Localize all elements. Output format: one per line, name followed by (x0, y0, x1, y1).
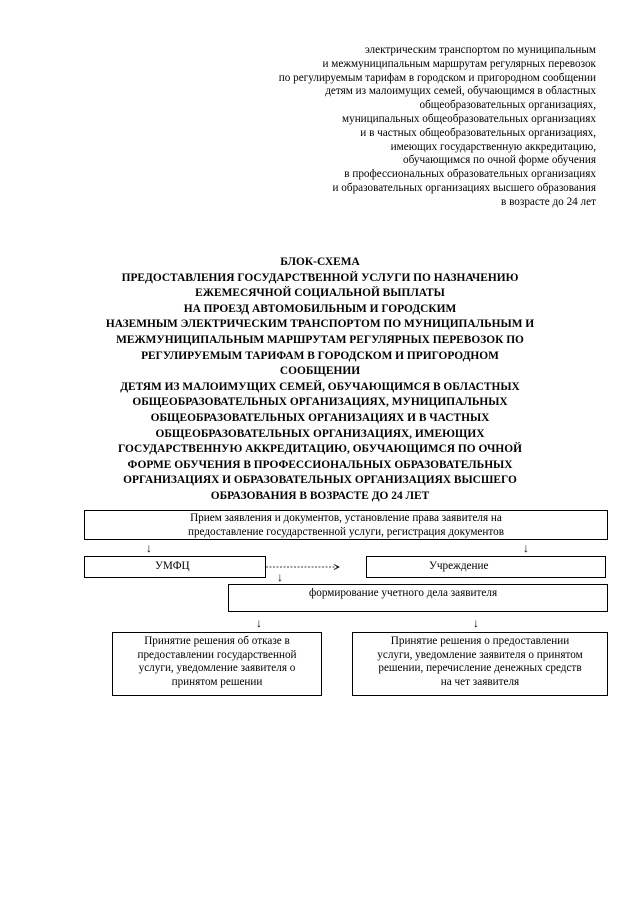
arrow-down-icon: ↓ (473, 616, 479, 630)
title-line: ОБЩЕОБРАЗОВАТЕЛЬНЫХ ОРГАНИЗАЦИЯХ И В ЧАСТНЫХ (150, 411, 490, 424)
step-application-line: предоставление государственной услуги, регистрация документов (187, 525, 505, 538)
intro-line: в профессиональных образовательных организациях (344, 168, 596, 181)
title-line: ДЕТЯМ ИЗ МАЛОИМУЩИХ СЕМЕЙ, ОБУЧАЮЩИМСЯ В ОБЛАСТНЫХ (120, 380, 520, 393)
refusal-decision-box (112, 632, 322, 696)
approval-line: услуги, уведомление заявителя о принятом (377, 648, 583, 661)
intro-line: имеющих государственную аккредитацию, (390, 140, 596, 153)
case-file-box (228, 584, 608, 612)
title-line: РЕГУЛИРУЕМЫМ ТАРИФАМ В ГОРОДСКОМ И ПРИГОРОДНОМ (141, 349, 499, 362)
institution-box (366, 556, 606, 578)
refusal-line: услуги, уведомление заявителя о (138, 662, 296, 675)
step-application-box (84, 510, 608, 540)
umfc-box (84, 556, 266, 578)
title-line: ОРГАНИЗАЦИЯХ И ОБРАЗОВАТЕЛЬНЫХ ОРГАНИЗАЦИЯХ ВЫСШЕГО (123, 474, 517, 487)
intro-line: и межмуниципальным маршрутам регулярных перевозок (322, 57, 596, 70)
title-line: СООБЩЕНИИ (279, 365, 361, 378)
intro-line: общеобразовательных организациях, (419, 99, 596, 112)
intro-line: детям из малоимущих семей, обучающимся в областных (325, 85, 596, 98)
institution-label: Учреждение (429, 560, 489, 572)
title-line: БЛОК-СХЕМА (280, 256, 360, 268)
step-application-line: Прием заявления и документов, установление права заявителя на (190, 512, 502, 524)
title-line: НАЗЕМНЫМ ЭЛЕКТРИЧЕСКИМ ТРАНСПОРТОМ ПО МУНИЦИПАЛЬНЫМ И (105, 318, 535, 331)
arrow-down-icon: ↓ (523, 541, 529, 555)
title-line: ЕЖЕМЕСЯЧНОЙ СОЦИАЛЬНОЙ ВЫПЛАТЫ (195, 287, 445, 300)
refusal-line: Принятие решения об отказе в (144, 635, 290, 647)
refusal-line: принятом решении (171, 675, 263, 688)
intro-line: муниципальных общеобразовательных организациях (342, 112, 596, 125)
title-line: ФОРМЕ ОБУЧЕНИЯ В ПРОФЕССИОНАЛЬНЫХ ОБРАЗОВАТЕЛЬНЫХ (127, 458, 513, 471)
title-line: ОБРАЗОВАНИЯ В ВОЗРАСТЕ ДО 24 ЛЕТ (210, 489, 430, 502)
refusal-line: предоставлении государственной (137, 648, 297, 661)
title-line: ГОСУДАРСТВЕННУЮ АККРЕДИТАЦИЮ, ОБУЧАЮЩИМСЯ ПО ОЧНОЙ (118, 443, 522, 456)
title-line: ОБЩЕОБРАЗОВАТЕЛЬНЫХ ОРГАНИЗАЦИЯХ, МУНИЦИПАЛЬНЫХ (132, 396, 508, 409)
title-line: ОБЩЕОБРАЗОВАТЕЛЬНЫХ ОРГАНИЗАЦИЯХ, ИМЕЮЩИХ (155, 427, 485, 440)
intro-line: и образовательных организациях высшего образования (332, 181, 596, 194)
case-file-label: формирование учетного дела заявителя (309, 587, 498, 599)
arrow-down-icon: ↓ (256, 616, 262, 630)
intro-line: в возрасте до 24 лет (501, 195, 596, 208)
approval-line: Принятие решения о предоставлении (390, 635, 570, 647)
umfc-label: УМФЦ (155, 560, 190, 572)
intro-line: и в частных общеобразовательных организациях, (360, 126, 596, 139)
intro-line: электрическим транспортом по муниципальным (364, 44, 596, 56)
intro-line: по регулируемым тарифам в городском и пригородном сообщении (278, 71, 596, 84)
title-line: НА ПРОЕЗД АВТОМОБИЛЬНЫМ И ГОРОДСКИМ (183, 302, 457, 315)
arrow-down-icon: ↓ (277, 570, 283, 584)
approval-line: решении, перечисление денежных средств (378, 662, 582, 675)
intro-line: обучающимся по очной форме обучения (403, 154, 596, 167)
title-line: ПРЕДОСТАВЛЕНИЯ ГОСУДАРСТВЕННОЙ УСЛУГИ ПО НАЗНАЧЕНИЮ (121, 271, 519, 284)
title-line: МЕЖМУНИЦИПАЛЬНЫМ МАРШРУТАМ РЕГУЛЯРНЫХ ПЕРЕВОЗОК ПО (116, 333, 524, 346)
approval-line: на чет заявителя (440, 675, 520, 688)
approval-decision-box (352, 632, 608, 696)
arrow-down-icon: ↓ (146, 541, 152, 555)
